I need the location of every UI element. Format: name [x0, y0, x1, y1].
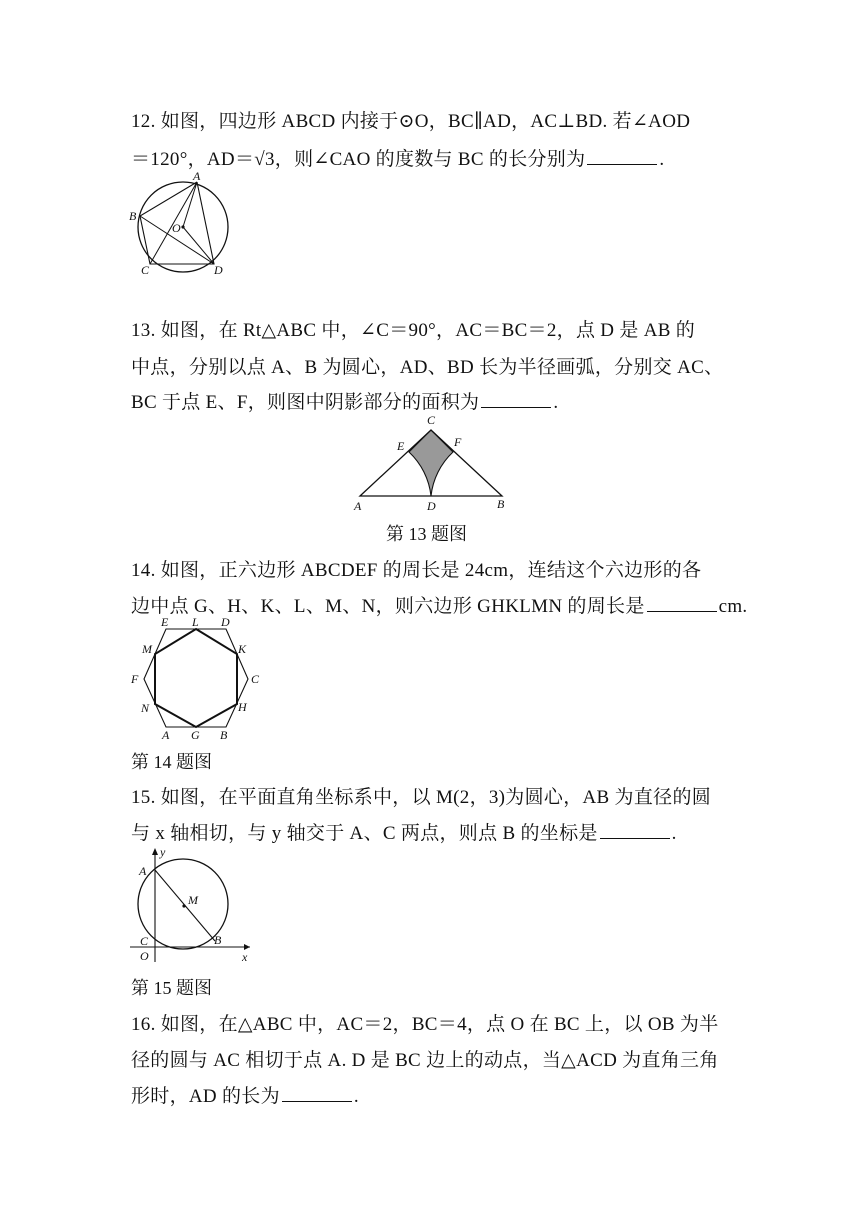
label-C: C: [251, 672, 260, 686]
q15-figure: [126, 844, 256, 966]
q14-figure: [126, 615, 266, 743]
q13-caption: 第 13 题图: [386, 524, 467, 544]
q14-line-2-text: 边中点 G、H、K、L、M、N，则六边形 GHKLMN 的周长是: [131, 596, 645, 617]
q13-line-2: 中点，分别以点 A、B 为圆心，AD、BD 长为半径画弧，分别交 AC、: [131, 357, 724, 378]
period: .: [659, 149, 665, 170]
q15-line-2-text: 与 x 轴相切，与 y 轴交于 A、C 两点，则点 B 的坐标是: [131, 823, 598, 844]
label-F: F: [454, 435, 462, 449]
q14-caption: 第 14 题图: [131, 752, 212, 772]
label-H: H: [238, 700, 247, 714]
label-B: B: [220, 728, 228, 742]
label-B: B: [214, 933, 222, 947]
answer-blank: [481, 406, 551, 408]
answer-blank: [587, 163, 657, 165]
answer-blank: [282, 1100, 352, 1102]
label-O: O: [140, 949, 149, 963]
label-O: O: [172, 221, 181, 235]
q16-line-2: 径的圆与 AC 相切于点 A. D 是 BC 边上的动点，当△ACD 为直角三角: [131, 1050, 719, 1071]
label-M: M: [142, 642, 152, 656]
q15-line-1: 15. 如图，在平面直角坐标系中，以 M(2，3)为圆心，AB 为直径的圆: [131, 787, 712, 808]
label-D: D: [221, 615, 230, 629]
label-M: M: [188, 893, 198, 907]
label-B: B: [497, 497, 505, 511]
q16-line-3-text: 形时，AD 的长为: [131, 1086, 280, 1107]
label-K: K: [238, 642, 247, 656]
label-C: C: [140, 934, 149, 948]
label-D: D: [214, 263, 223, 277]
q14-line-2: [131, 591, 748, 618]
label-C: C: [141, 263, 150, 277]
q13-line-1: 13. 如图，在 Rt△ABC 中，∠C＝90°，AC＝BC＝2，点 D 是 AB 的: [131, 320, 696, 341]
q13-figure: [350, 410, 520, 516]
label-A: A: [162, 728, 170, 742]
q12-line-2-text: ＝120°，AD＝√3，则∠CAO 的度数与 BC 的长分别为: [131, 149, 586, 170]
label-C: C: [427, 413, 436, 427]
period: .: [671, 823, 677, 844]
label-E: E: [161, 615, 169, 629]
q16-line-1: 16. 如图，在△ABC 中，AC＝2，BC＝4，点 O 在 BC 上，以 OB 为半: [131, 1014, 719, 1035]
label-A: A: [193, 169, 201, 183]
label-x: x: [242, 950, 248, 964]
label-D: D: [427, 499, 436, 513]
answer-blank: [600, 837, 670, 839]
label-G: G: [191, 728, 200, 742]
period: .: [553, 392, 559, 413]
q14-line-1: 14. 如图，正六边形 ABCDEF 的周长是 24cm，连结这个六边形的各: [131, 560, 702, 581]
label-y: y: [160, 845, 166, 859]
q15-caption: 第 15 题图: [131, 978, 212, 998]
q16-line-3: [131, 1081, 359, 1108]
label-N: N: [141, 701, 150, 715]
period: .: [353, 1086, 359, 1107]
answer-blank: [647, 610, 717, 612]
q12-line-1: 12. 如图，四边形 ABCD 内接于⊙O，BC∥AD，AC⊥BD. 若∠AOD: [131, 111, 691, 132]
label-E: E: [397, 439, 405, 453]
label-F: F: [131, 672, 139, 686]
unit: cm.: [718, 596, 748, 617]
q15-line-2: [131, 818, 677, 845]
label-L: L: [192, 615, 199, 629]
label-A: A: [139, 864, 147, 878]
q13-line-3-text: BC 于点 E、F，则图中阴影部分的面积为: [131, 392, 480, 413]
q12-line-2: [131, 144, 664, 171]
q12-figure: [128, 170, 238, 278]
label-A: A: [354, 499, 362, 513]
label-B: B: [129, 209, 137, 223]
